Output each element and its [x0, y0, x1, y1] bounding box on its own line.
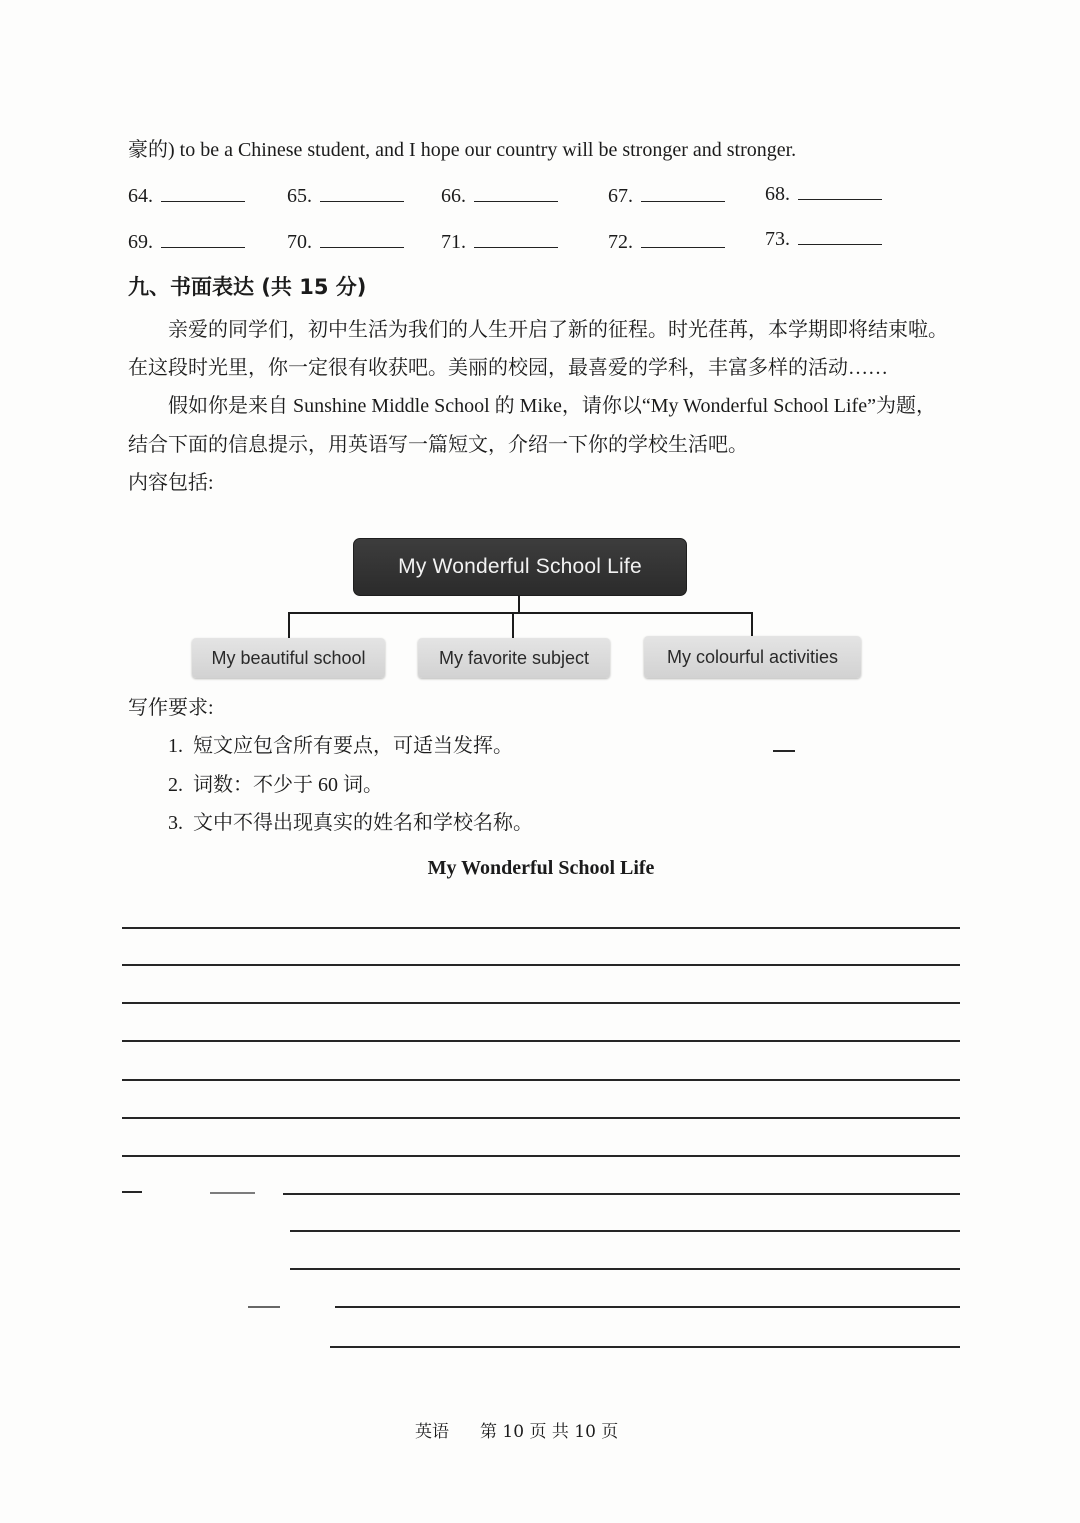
answer-blank-line	[798, 226, 882, 245]
answer-blank-number: 67.	[608, 185, 633, 207]
mindmap-branch-school: My beautiful school	[192, 638, 385, 678]
answer-blank-72	[608, 229, 725, 254]
passage-tail-text: 豪的) to be a Chinese student, and I hope our country will be stronger and stronger.	[128, 139, 797, 161]
footer-page-number: 第 10 页 共 10 页	[480, 1422, 619, 1442]
answer-blank-67	[608, 183, 725, 208]
intro-line: 亲爱的同学们，初中生活为我们的人生开启了新的征程。时光荏苒，本学期即将结束啦。	[168, 319, 948, 341]
answer-blank-66	[441, 183, 558, 208]
answer-blank-number: 69.	[128, 231, 153, 253]
requirement-item	[168, 773, 383, 797]
mindmap-root: My Wonderful School Life	[353, 538, 687, 596]
answer-blank-line	[641, 229, 725, 248]
answer-blank-line	[320, 183, 404, 202]
requirement-number: 1.	[168, 735, 183, 757]
writing-line-fragment	[248, 1306, 280, 1308]
footer-subject: 英语	[415, 1422, 449, 1442]
answer-blank-line	[161, 229, 245, 248]
requirement-item	[168, 734, 513, 758]
writing-line	[122, 1002, 960, 1004]
answer-blank-71	[441, 229, 558, 254]
answer-blank-number: 66.	[441, 185, 466, 207]
intro-line: 在这段时光里，你一定很有收获吧。美丽的校园，最喜爱的学科，丰富多样的活动……	[128, 357, 888, 379]
answer-blank-number: 73.	[765, 228, 790, 250]
requirement-number: 3.	[168, 812, 183, 834]
answer-blank-69	[128, 229, 245, 254]
answer-blank-line	[474, 183, 558, 202]
answer-blank-65	[287, 183, 404, 208]
requirement-text: 短文应包含所有要点，可适当发挥。	[193, 735, 513, 757]
writing-line	[122, 927, 960, 929]
answer-blank-64	[128, 183, 245, 208]
requirement-number: 2.	[168, 774, 183, 796]
connector-line	[288, 612, 753, 614]
writing-line	[122, 1040, 960, 1042]
connector-line	[751, 612, 753, 637]
writing-line	[290, 1230, 960, 1232]
writing-line	[122, 1079, 960, 1081]
answer-blank-number: 72.	[608, 231, 633, 253]
answer-blank-line	[798, 181, 882, 200]
answer-blank-line	[474, 229, 558, 248]
answer-blank-70	[287, 229, 404, 254]
writing-line	[122, 1155, 960, 1157]
answer-blank-number: 68.	[765, 183, 790, 205]
intro-line: 结合下面的信息提示，用英语写一篇短文，介绍一下你的学校生活吧。	[128, 434, 748, 456]
requirement-text: 词数：不少于 60 词。	[193, 774, 383, 796]
writing-line	[335, 1306, 960, 1308]
answer-blank-number: 71.	[441, 231, 466, 253]
content-label: 内容包括:	[128, 472, 214, 494]
writing-line	[122, 1117, 960, 1119]
answer-blank-number: 70.	[287, 231, 312, 253]
section-heading: 九、书面表达 (共 15 分)	[128, 275, 367, 299]
writing-line	[290, 1268, 960, 1270]
requirement-text: 文中不得出现真实的姓名和学校名称。	[193, 812, 533, 834]
answer-blank-line	[641, 183, 725, 202]
answer-blank-73	[765, 226, 882, 251]
answer-blank-68	[765, 181, 882, 206]
stray-mark	[773, 750, 795, 752]
requirement-item	[168, 811, 533, 835]
answer-blank-number: 64.	[128, 185, 153, 207]
writing-line	[283, 1193, 960, 1195]
essay-title: My Wonderful School Life	[427, 857, 655, 879]
answer-blank-line	[161, 183, 245, 202]
mindmap-branch-activities: My colourful activities	[644, 636, 861, 678]
writing-line	[330, 1346, 960, 1348]
mindmap-branch-subject: My favorite subject	[418, 638, 610, 678]
writing-line-fragment	[210, 1192, 255, 1194]
connector-line	[512, 612, 514, 638]
answer-blank-number: 65.	[287, 185, 312, 207]
answer-blank-line	[320, 229, 404, 248]
requirements-label: 写作要求:	[128, 697, 214, 719]
connector-line	[288, 612, 290, 638]
writing-line-fragment	[122, 1191, 142, 1193]
writing-line	[122, 964, 960, 966]
intro-line: 假如你是来自 Sunshine Middle School 的 Mike，请你以“My Wonderful School Life”为题，	[168, 395, 936, 417]
